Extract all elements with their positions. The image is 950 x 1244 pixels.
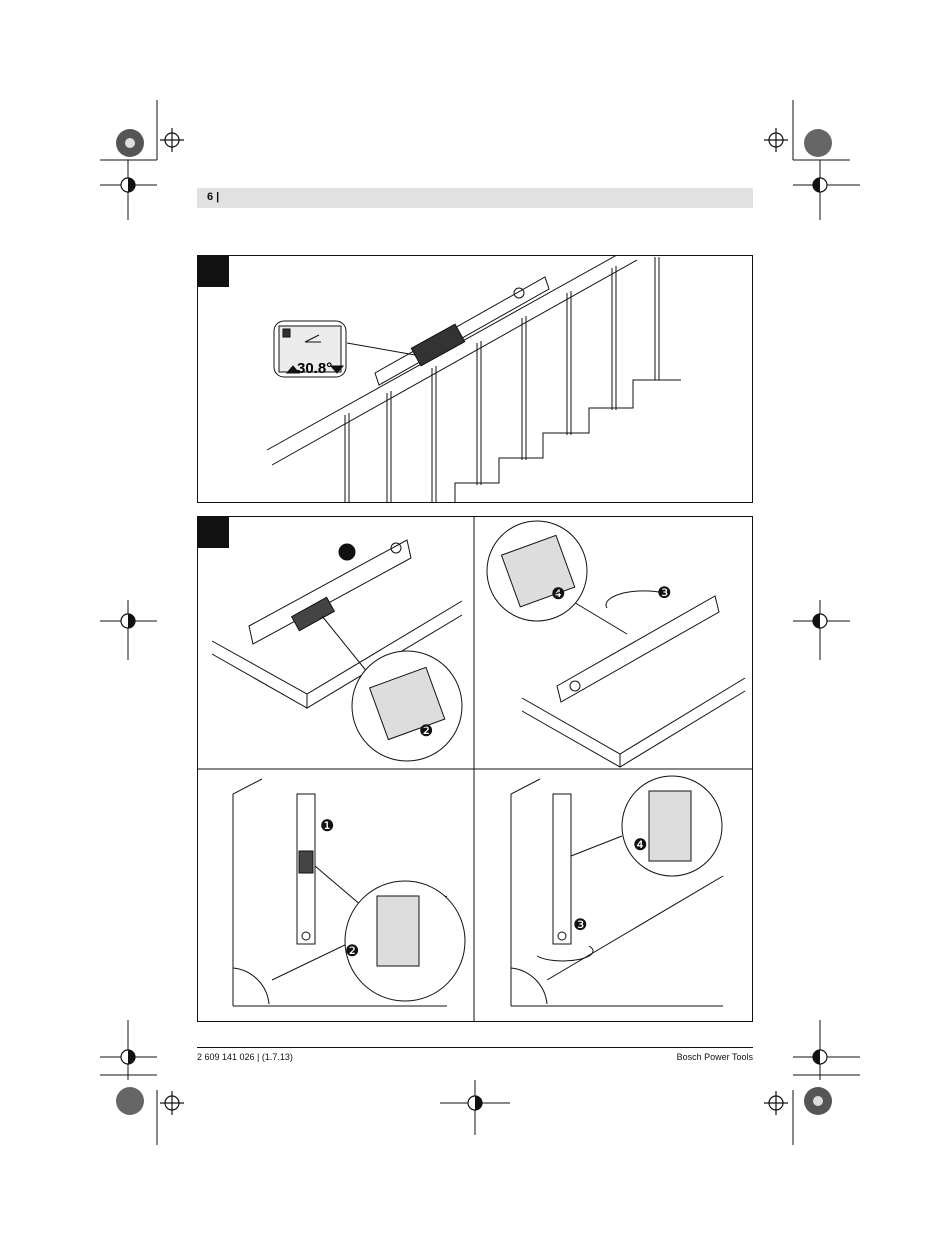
step-badge-3: ❸ bbox=[657, 583, 672, 602]
angle-readout: 30.8° bbox=[297, 360, 333, 377]
page-number: 6 | bbox=[207, 191, 220, 203]
step-badge-1: ❶ bbox=[320, 816, 335, 835]
figure-staircase bbox=[197, 255, 753, 503]
header-bar bbox=[197, 188, 753, 208]
figure-label-a bbox=[198, 256, 229, 287]
step-badge-2b: ❷ bbox=[345, 941, 360, 960]
figure-calibration bbox=[197, 516, 753, 1022]
brand-name: Bosch Power Tools bbox=[676, 1052, 753, 1062]
footer-rule bbox=[197, 1047, 753, 1048]
step-badge-2: ❷ bbox=[419, 721, 434, 740]
step-badge-4: ❹ bbox=[551, 584, 566, 603]
document-code: 2 609 141 026 | (1.7.13) bbox=[197, 1052, 293, 1062]
step-badge-3b: ❸ bbox=[573, 915, 588, 934]
step-badge-4b: ❹ bbox=[633, 835, 648, 854]
figure-label-b bbox=[198, 517, 229, 548]
